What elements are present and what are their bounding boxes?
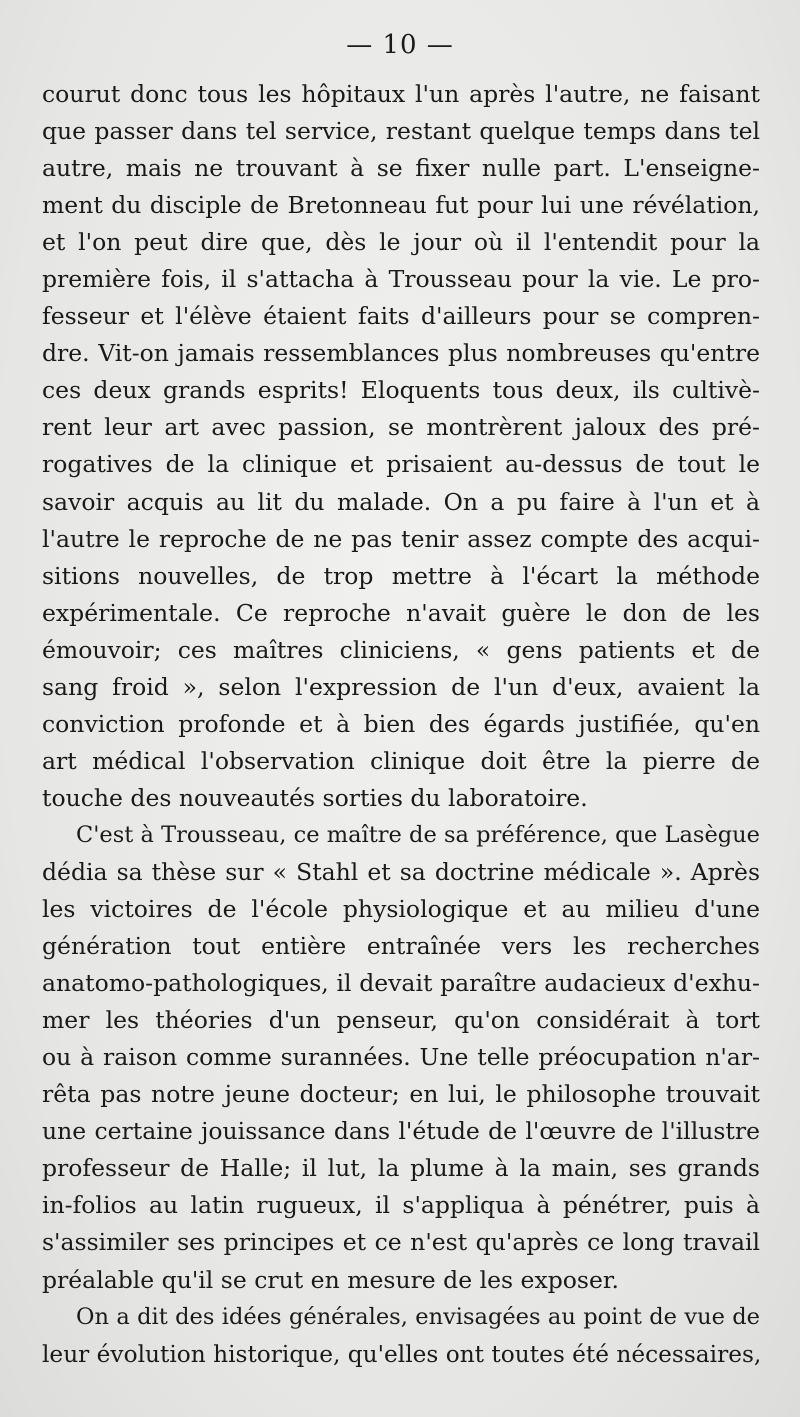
- text-line: ment du disciple de Bretonneau fut pour lui une révélation,: [42, 191, 760, 220]
- text-line: mer les théories d'un penseur, qu'on considérait à tort: [42, 1006, 760, 1035]
- text-line: expérimentale. Ce reproche n'avait guère le don de les: [42, 598, 760, 627]
- text-line: ces deux grands esprits! Eloquents tous deux, ils cultivè-: [42, 376, 760, 405]
- text-line: préalable qu'il se crut en mesure de les exposer.: [42, 1265, 620, 1294]
- text-line: émouvoir; ces maîtres cliniciens, « gens patients et de: [42, 635, 760, 664]
- text-line: savoir acquis au lit du malade. On a pu faire à l'un et à: [42, 487, 760, 516]
- text-line: une certaine jouissance dans l'étude de l'œuvre de l'illustre: [42, 1117, 760, 1146]
- text-line: in-folios au latin rugueux, il s'appliqua à pénétrer, puis à: [42, 1191, 760, 1220]
- text-line: et l'on peut dire que, dès le jour où il l'entendit pour la: [42, 228, 760, 257]
- text-line: sang froid », selon l'expression de l'un d'eux, avaient la: [42, 672, 760, 701]
- text-line: anatomo-pathologiques, il devait paraître audacieux d'exhu-: [42, 969, 760, 998]
- text-line: leur évolution historique, qu'elles ont toutes été nécessaires,: [42, 1340, 762, 1368]
- paragraph-1: [42, 76, 760, 817]
- text-line: l'autre le reproche de ne pas tenir assez compte des acqui-: [42, 524, 760, 553]
- text-line: génération tout entière entraînée vers les recherches: [42, 932, 760, 961]
- text-line: sitions nouvelles, de trop mettre à l'écart la méthode: [42, 561, 760, 590]
- text-line: autre, mais ne trouvant à se fixer nulle part. L'enseigne-: [42, 154, 760, 183]
- text-line: dre. Vit-on jamais ressemblances plus nombreuses qu'entre: [42, 339, 760, 368]
- text-line: rogatives de la clinique et prisaient au-dessus de tout le: [42, 450, 760, 479]
- text-line: art médical l'observation clinique doit être la pierre de: [42, 746, 760, 775]
- text-line: première fois, il s'attacha à Trousseau pour la vie. Le pro-: [42, 265, 760, 294]
- text-line: rêta pas notre jeune docteur; en lui, le philosophe trouvait: [42, 1080, 760, 1109]
- text-line: dédia sa thèse sur « Stahl et sa doctrine médicale ». Après: [42, 857, 760, 886]
- text-line: courut donc tous les hôpitaux l'un après l'autre, ne faisant: [42, 80, 760, 108]
- paragraph-3: [42, 1299, 760, 1373]
- text-line: les victoires de l'école physiologique et au milieu d'une: [42, 895, 760, 924]
- text-line: rent leur art avec passion, se montrèrent jaloux des pré-: [42, 413, 760, 442]
- text-line: ou à raison comme surannées. Une telle préocupation n'ar-: [42, 1043, 760, 1072]
- text-line: fesseur et l'élève étaient faits d'ailleurs pour se compren-: [42, 302, 760, 331]
- paragraph-2: [42, 817, 760, 1299]
- page-number: — 10 —: [346, 30, 454, 60]
- text-line: touche des nouveautés sorties du laboratoire.: [42, 783, 588, 812]
- text-line: On a dit des idées générales, envisagées au point de vue de: [76, 1303, 760, 1330]
- text-line: C'est à Trousseau, ce maître de sa préférence, que Lasègue: [76, 821, 760, 848]
- text-line: conviction profonde et à bien des égards justifiée, qu'en: [42, 709, 760, 738]
- text-line: que passer dans tel service, restant quelque temps dans tel: [42, 117, 760, 146]
- text-line: professeur de Halle; il lut, la plume à la main, ses grands: [42, 1154, 760, 1183]
- body-text: [42, 76, 760, 1373]
- text-line: s'assimiler ses principes et ce n'est qu'après ce long travail: [42, 1228, 760, 1257]
